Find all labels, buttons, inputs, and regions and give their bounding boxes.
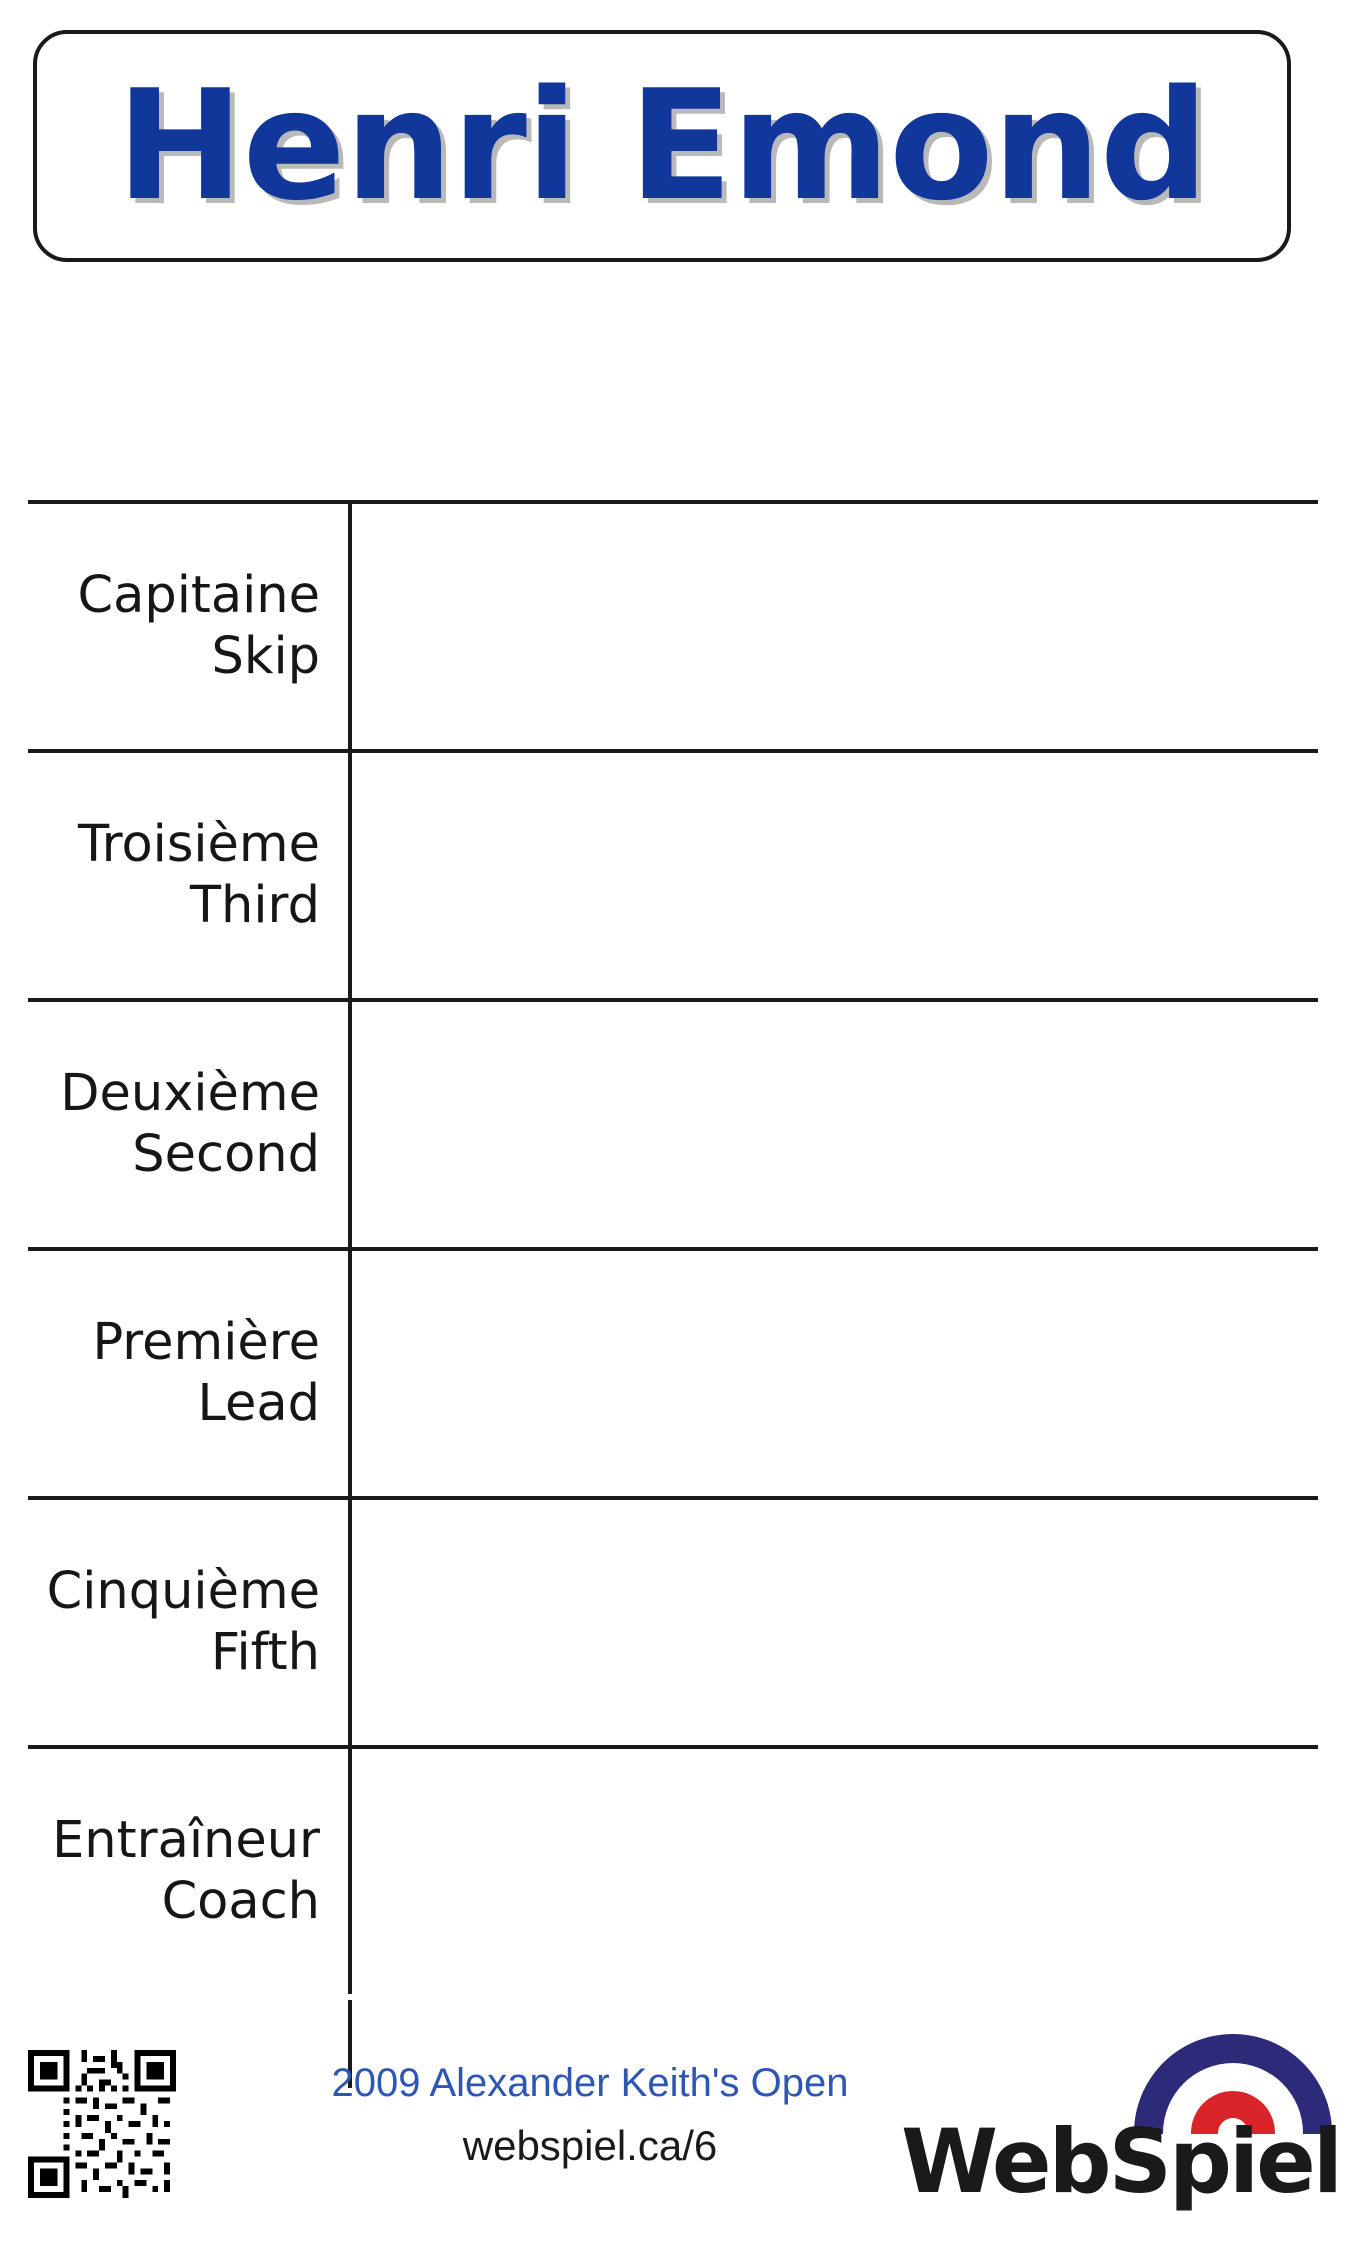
footer-text xyxy=(230,2058,950,2170)
table-row xyxy=(28,998,1318,1247)
position-label-en: Fifth xyxy=(210,1622,320,1682)
position-label-en: Skip xyxy=(211,626,320,686)
table-row xyxy=(28,1247,1318,1496)
position-label-en: Second xyxy=(132,1124,320,1184)
table-row xyxy=(28,500,1318,749)
position-label-fr: Première xyxy=(92,1313,320,1373)
roster-table xyxy=(28,500,1318,1994)
table-row xyxy=(28,749,1318,998)
position-label-fr: Capitaine xyxy=(77,566,320,626)
webspiel-wordmark: WebSpiel xyxy=(901,2110,1340,2213)
footer xyxy=(0,2028,1350,2250)
position-label-fr: Cinquième xyxy=(46,1562,320,1622)
table-row xyxy=(28,1745,1318,1994)
qr-code-icon[interactable] xyxy=(28,2050,176,2198)
position-label-en: Lead xyxy=(197,1373,320,1433)
player-value-field[interactable] xyxy=(352,504,1318,749)
position-labels xyxy=(28,1002,348,1247)
page-title: Henri Emond xyxy=(116,57,1208,234)
position-labels xyxy=(28,1251,348,1496)
event-url[interactable]: webspiel.ca/6 xyxy=(462,2122,718,2169)
position-labels xyxy=(28,1749,348,1994)
position-label-fr: Entraîneur xyxy=(52,1811,320,1871)
player-name-plate xyxy=(33,30,1291,262)
player-value-field[interactable] xyxy=(352,1500,1318,1745)
player-value-field[interactable] xyxy=(352,1251,1318,1496)
webspiel-logo[interactable] xyxy=(901,2034,1342,2246)
position-label-fr: Troisième xyxy=(77,815,320,875)
position-labels xyxy=(28,1500,348,1745)
position-label-fr: Deuxième xyxy=(60,1064,320,1124)
player-value-field[interactable] xyxy=(352,753,1318,998)
player-value-field[interactable] xyxy=(352,1002,1318,1247)
position-labels xyxy=(28,504,348,749)
position-label-en: Third xyxy=(189,875,320,935)
position-label-en: Coach xyxy=(161,1871,320,1931)
table-row xyxy=(28,1496,1318,1745)
player-value-field[interactable] xyxy=(352,1749,1318,1994)
position-labels xyxy=(28,753,348,998)
event-name: 2009 Alexander Keith's Open xyxy=(331,2061,849,2105)
